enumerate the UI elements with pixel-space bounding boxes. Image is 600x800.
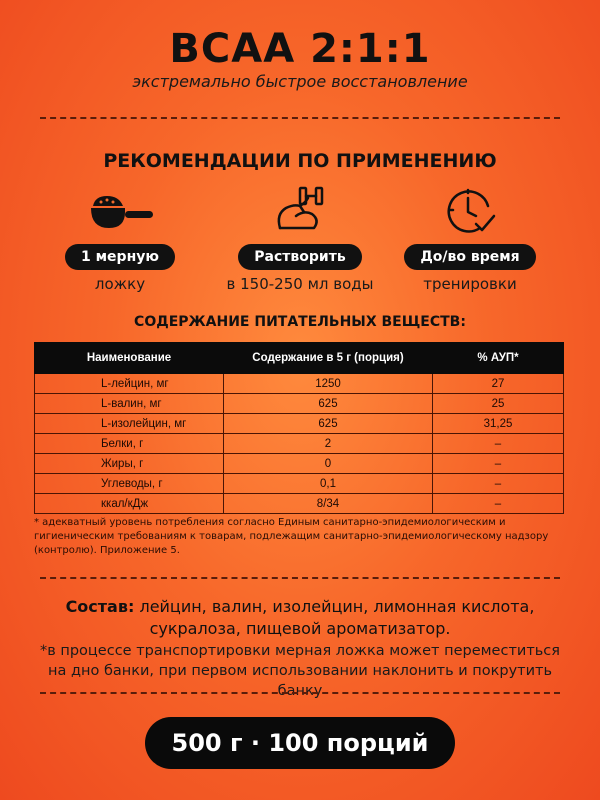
usage-heading: РЕКОМЕНДАЦИИ ПО ПРИМЕНЕНИЮ bbox=[103, 150, 497, 172]
row-percent: – bbox=[433, 434, 564, 454]
row-amount: 1250 bbox=[224, 374, 433, 394]
divider-bottom bbox=[40, 692, 560, 694]
row-percent: 25 bbox=[433, 394, 564, 414]
row-percent: 27 bbox=[433, 374, 564, 394]
composition-label: Состав: bbox=[65, 597, 135, 616]
row-amount: 625 bbox=[224, 394, 433, 414]
usage-step-desc: тренировки bbox=[423, 275, 517, 293]
row-percent: – bbox=[433, 494, 564, 514]
usage-step-pill: 1 мерную bbox=[65, 244, 175, 270]
row-name: Углеводы, г bbox=[35, 474, 224, 494]
row-name: L-изолейцин, мг bbox=[35, 414, 224, 434]
divider-middle bbox=[40, 577, 560, 579]
table-row bbox=[35, 394, 564, 414]
nutrition-heading: СОДЕРЖАНИЕ ПИТАТЕЛЬНЫХ ВЕЩЕСТВ: bbox=[134, 314, 466, 330]
column-header-amount: Содержание в 5 г (порция) bbox=[224, 343, 433, 374]
usage-step-dissolve bbox=[210, 184, 390, 293]
package-amount-badge: 500 г · 100 порций bbox=[145, 717, 455, 769]
row-amount: 8/34 bbox=[224, 494, 433, 514]
row-percent: – bbox=[433, 474, 564, 494]
usage-step-pill: До/во время bbox=[404, 244, 535, 270]
table-row bbox=[35, 494, 564, 514]
usage-step-desc: ложку bbox=[94, 275, 146, 293]
column-header-percent: % АУП* bbox=[433, 343, 564, 374]
product-subtitle: экстремально быстрое восстановление bbox=[132, 72, 468, 91]
usage-step-timing bbox=[380, 184, 560, 293]
composition-text: лейцин, валин, изолейцин, лимонная кислота, сукралоза, пищевой ароматизатор. bbox=[134, 597, 535, 638]
row-amount: 0,1 bbox=[224, 474, 433, 494]
product-title: BCAA 2:1:1 bbox=[169, 26, 431, 72]
measuring-scoop-icon bbox=[85, 184, 155, 236]
row-percent: – bbox=[433, 454, 564, 474]
row-percent: 31,25 bbox=[433, 414, 564, 434]
row-name: L-лейцин, мг bbox=[35, 374, 224, 394]
row-amount: 2 bbox=[224, 434, 433, 454]
usage-step-scoop bbox=[30, 184, 210, 293]
row-name: L-валин, мг bbox=[35, 394, 224, 414]
nutrition-table bbox=[34, 342, 564, 514]
flexed-arm-dumbbell-icon bbox=[270, 184, 330, 236]
row-name: ккал/кДж bbox=[35, 494, 224, 514]
column-header-name: Наименование bbox=[35, 343, 224, 374]
table-row bbox=[35, 454, 564, 474]
table-row bbox=[35, 434, 564, 454]
row-amount: 0 bbox=[224, 454, 433, 474]
table-row bbox=[35, 474, 564, 494]
table-row bbox=[35, 374, 564, 394]
row-name: Белки, г bbox=[35, 434, 224, 454]
divider-top bbox=[40, 117, 560, 119]
nutrition-footnote: * адекватный уровень потребления согласно Единым санитарно-эпидемиологическим и гигиеническим требованиям к товарам, подлежащим санитарно-эпидемиологическому надзору (контролю). Приложение 5. bbox=[34, 517, 549, 556]
usage-step-pill: Растворить bbox=[238, 244, 361, 270]
usage-step-desc: в 150-250 мл воды bbox=[226, 275, 374, 293]
clock-check-icon bbox=[440, 184, 500, 236]
table-row bbox=[35, 414, 564, 434]
row-name: Жиры, г bbox=[35, 454, 224, 474]
table-header-row bbox=[35, 343, 564, 374]
composition bbox=[40, 596, 560, 640]
transport-note: *в процессе транспортировки мерная ложка может переместиться на дно банки, при первом использовании наклонить и покрутить банку bbox=[39, 643, 561, 699]
row-amount: 625 bbox=[224, 414, 433, 434]
